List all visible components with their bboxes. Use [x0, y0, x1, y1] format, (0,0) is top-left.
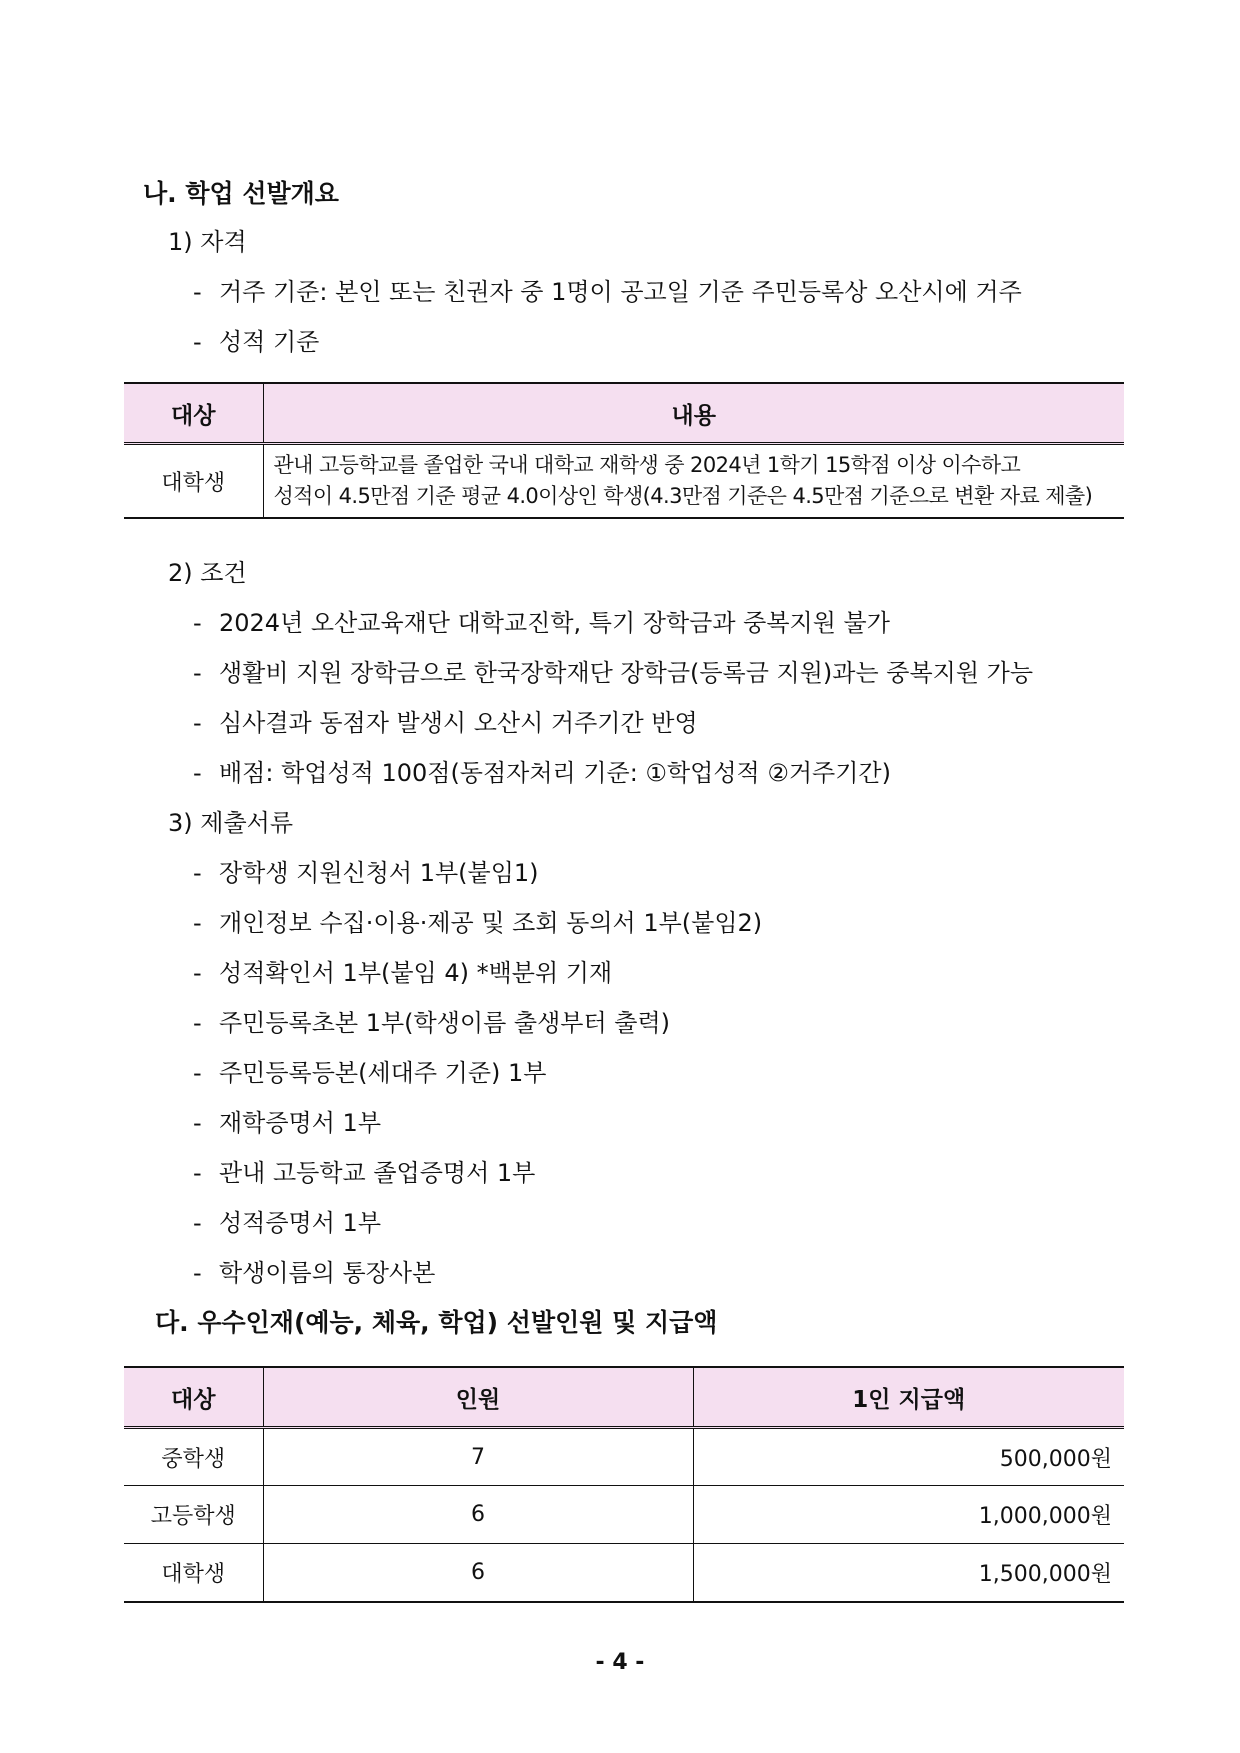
cell-amount: 500,000원: [693, 1428, 1124, 1486]
list-item: - 장학생 지원신청서 1부(붙임1): [193, 859, 539, 887]
table-row: [124, 1486, 1124, 1544]
cell-target: 대학생: [161, 470, 226, 496]
table-header-target: 대상: [124, 1367, 263, 1428]
section-da-title: 다. 우수인재(예능, 체육, 학업) 선발인원 및 지급액: [155, 1308, 718, 1337]
list-item: - 재학증명서 1부: [193, 1109, 382, 1137]
section-na-title: 나. 학업 선발개요: [143, 179, 339, 208]
qual-heading: 1) 자격: [168, 228, 247, 256]
cond-heading: 2) 조건: [168, 559, 247, 587]
table-header-target: 대상: [124, 383, 263, 444]
list-item: - 생활비 지원 장학금으로 한국장학재단 장학금(등록금 지원)과는 중복지원 가능: [193, 659, 1034, 687]
table-header-count: 인원: [263, 1367, 693, 1428]
docs-heading: 3) 제출서류: [168, 809, 293, 837]
cell-amount: 1,500,000원: [693, 1544, 1124, 1602]
cell-content: 관내 고등학교를 졸업한 국내 대학교 재학생 중 2024년 1학기 15학점 이상 이수하고 성적이 4.5만점 기준 평균 4.0이상인 학생(4.3만점 기준은 4.5만점 기준으로 변환 자료 제출): [263, 444, 1124, 519]
list-item: - 학생이름의 통장사본: [193, 1259, 436, 1287]
list-item: - 성적 기준: [193, 328, 320, 356]
criteria-table: [124, 382, 1124, 519]
payment-table: [124, 1366, 1124, 1603]
list-item: - 성적확인서 1부(붙임 4) *백분위 기재: [193, 959, 613, 987]
list-item: - 주민등록초본 1부(학생이름 출생부터 출력): [193, 1009, 671, 1037]
cell-amount: 1,000,000원: [693, 1486, 1124, 1544]
cell-count: 6: [263, 1486, 693, 1544]
list-item: - 주민등록등본(세대주 기준) 1부: [193, 1059, 547, 1087]
cell-target: 대학생: [161, 1561, 226, 1587]
cell-target: 중학생: [161, 1446, 226, 1472]
list-item: - 심사결과 동점자 발생시 오산시 거주기간 반영: [193, 709, 698, 737]
cell-target: 고등학생: [150, 1504, 236, 1529]
list-item: - 관내 고등학교 졸업증명서 1부: [193, 1159, 536, 1187]
page-number: - 4 -: [595, 1650, 645, 1675]
cell-count: 6: [263, 1544, 693, 1602]
list-item: - 개인정보 수집·이용·제공 및 조회 동의서 1부(붙임2): [193, 909, 763, 937]
table-row: [124, 1428, 1124, 1486]
table-header-amount: 1인 지급액: [693, 1367, 1124, 1428]
table-row: [124, 444, 1124, 519]
list-item: - 배점: 학업성적 100점(동점자처리 기준: ①학업성적 ②거주기간): [193, 759, 891, 787]
cell-count: 7: [263, 1428, 693, 1486]
table-row: [124, 1544, 1124, 1602]
table-header-content: 내용: [263, 383, 1124, 444]
list-item: - 2024년 오산교육재단 대학교진학, 특기 장학금과 중복지원 불가: [193, 609, 890, 637]
list-item: - 성적증명서 1부: [193, 1209, 382, 1237]
list-item: - 거주 기준: 본인 또는 친권자 중 1명이 공고일 기준 주민등록상 오산시에 거주: [193, 278, 1022, 306]
